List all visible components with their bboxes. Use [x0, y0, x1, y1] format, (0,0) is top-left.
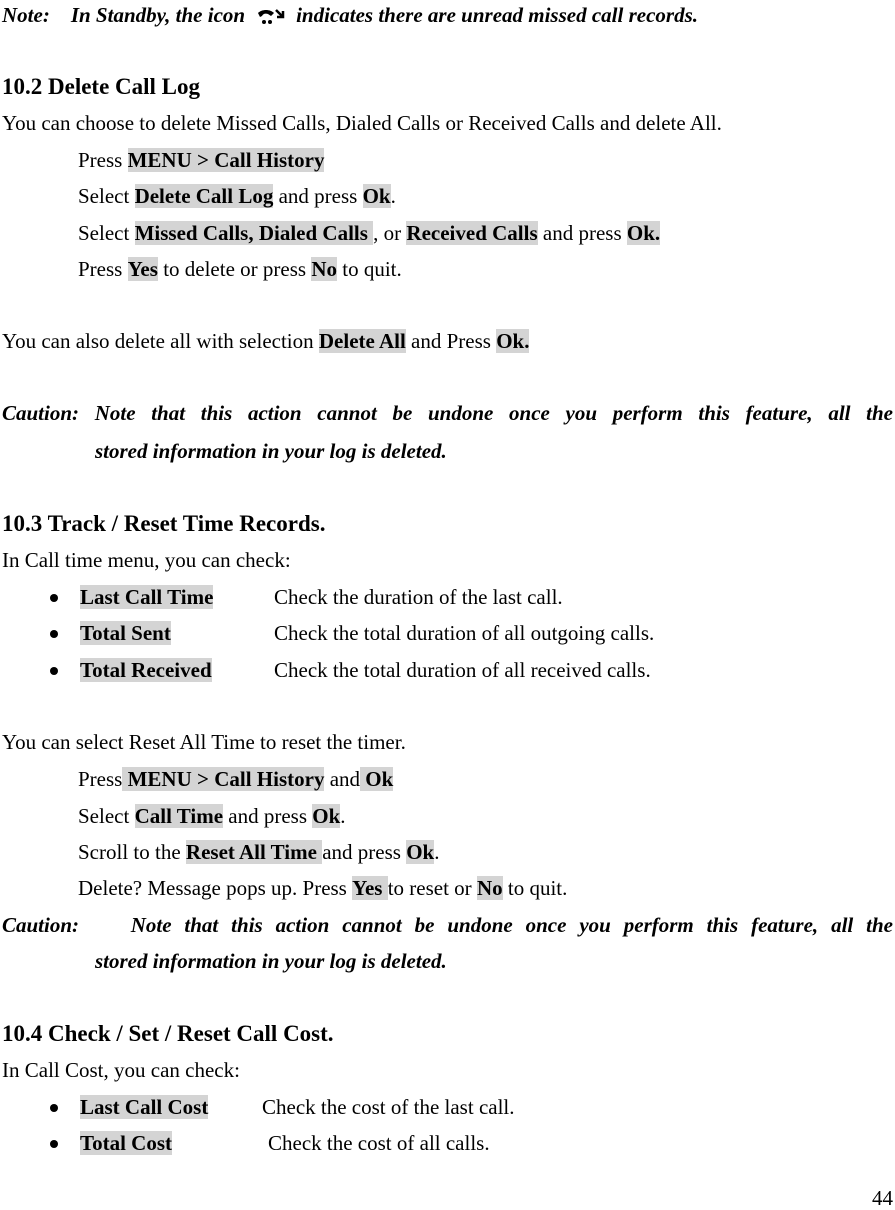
step-item [30, 803, 346, 829]
section-intro-10-4: In Call Cost, you can check: [2, 1058, 240, 1082]
caution-text: Note that this action cannot be undone once you perform this feature, all the [94, 401, 894, 425]
reset-intro: You can select Reset All Time to reset the timer. [2, 730, 406, 754]
section-heading-10-4: 10.4 Check / Set / Reset Call Cost. [2, 1021, 334, 1046]
step-keyword: Ok [406, 840, 435, 864]
caution-label: Caution: [2, 401, 80, 425]
step-text: . [390, 184, 396, 208]
delete-all-text [2, 328, 529, 354]
list-item [50, 1094, 208, 1120]
step-text: Select [78, 221, 135, 245]
bullet-dot [50, 630, 58, 638]
step-keyword: No [311, 257, 337, 281]
list-desc: Check the cost of all calls. [268, 1131, 490, 1155]
step-item [30, 766, 393, 792]
list-desc: Check the total duration of all received calls. [274, 658, 651, 682]
caution-text: Note that this action cannot be undone once you perform this feature, all the [130, 913, 894, 937]
note-line [2, 2, 698, 28]
step-text: Select [78, 804, 135, 828]
list-desc: Check the duration of the last call. [274, 585, 563, 609]
caution-line-1 [2, 400, 893, 426]
step-item [30, 839, 439, 865]
step-text: and press [223, 804, 313, 828]
step-text: Delete? Message pops up. Press [78, 876, 353, 900]
step-text: to reset or [387, 876, 477, 900]
step-text: . [340, 804, 346, 828]
step-keyword: Ok [312, 804, 341, 828]
bullet-dot [50, 1104, 58, 1112]
body-text: You can also delete all with selection [2, 329, 319, 353]
step-text: Press [78, 257, 128, 281]
list-term: Total Received [80, 658, 212, 682]
step-text: to quit. [502, 876, 568, 900]
keyword: Delete All [318, 329, 406, 353]
list-item [50, 657, 212, 683]
list-term: Last Call Cost [80, 1095, 209, 1119]
step-text: Select [78, 184, 135, 208]
list-desc: Check the total duration of all outgoing calls. [274, 621, 655, 645]
missed-call-icon [256, 3, 286, 27]
keyword: Ok. [496, 329, 530, 353]
step-text: and [324, 767, 361, 791]
step-keyword: Yes [127, 257, 158, 281]
step-text: Press [78, 767, 123, 791]
step-keyword: MENU > Call History [127, 148, 325, 172]
section-heading-10-2: 10.2 Delete Call Log [2, 74, 201, 99]
step-keyword: Received Calls [406, 221, 538, 245]
caution-line-2: stored information in your log is deleted. [95, 949, 447, 973]
step-keyword: No [476, 876, 503, 900]
step-text: and press [273, 184, 363, 208]
step-item [30, 256, 402, 282]
step-text: , or [373, 221, 407, 245]
step-item [30, 220, 660, 246]
step-keyword: Ok [360, 767, 394, 791]
step-item [30, 183, 396, 209]
bullet-dot [50, 667, 58, 675]
step-text: and press [537, 221, 627, 245]
note-label: Note: [2, 3, 50, 27]
step-keyword: Delete Call Log [134, 184, 274, 208]
step-text: Scroll to the [78, 840, 186, 864]
step-keyword: MENU > Call History [122, 767, 325, 791]
list-term: Total Sent [80, 621, 171, 645]
step-keyword: Ok [362, 184, 391, 208]
caution-line-2: stored information in your log is deleted. [95, 439, 447, 463]
step-keyword: Missed Calls, Dialed Calls [134, 221, 374, 245]
list-item [50, 620, 171, 646]
bullet-dot [50, 594, 58, 602]
bullet-dot [50, 1140, 58, 1148]
list-term: Last Call Time [80, 585, 214, 609]
step-text: to quit. [336, 257, 402, 281]
section-intro-10-3: In Call time menu, you can check: [2, 548, 291, 572]
body-text: and Press [405, 329, 497, 353]
caution-label: Caution: [2, 913, 80, 937]
step-item [30, 875, 567, 901]
step-keyword: Yes [352, 876, 388, 900]
section-intro-10-2: You can choose to delete Missed Calls, Dialed Calls or Received Calls and delete All. [2, 111, 722, 135]
step-item [30, 147, 324, 173]
step-text: and press [322, 840, 407, 864]
list-item [50, 584, 213, 610]
step-keyword: Ok. [626, 221, 661, 245]
note-text-after: indicates there are unread missed call records. [296, 3, 698, 27]
step-text: Press [78, 148, 128, 172]
list-item [50, 1130, 172, 1156]
note-text-before: In Standby, the icon [70, 3, 246, 27]
step-text: to delete or press [157, 257, 312, 281]
list-desc: Check the cost of the last call. [262, 1095, 515, 1119]
step-keyword: Reset All Time [185, 840, 323, 864]
page-number: 44 [872, 1186, 893, 1210]
step-keyword: Call Time [134, 804, 224, 828]
caution-line-1 [2, 912, 893, 938]
step-text: . [434, 840, 440, 864]
section-heading-10-3: 10.3 Track / Reset Time Records. [2, 511, 326, 536]
list-term: Total Cost [80, 1131, 172, 1155]
